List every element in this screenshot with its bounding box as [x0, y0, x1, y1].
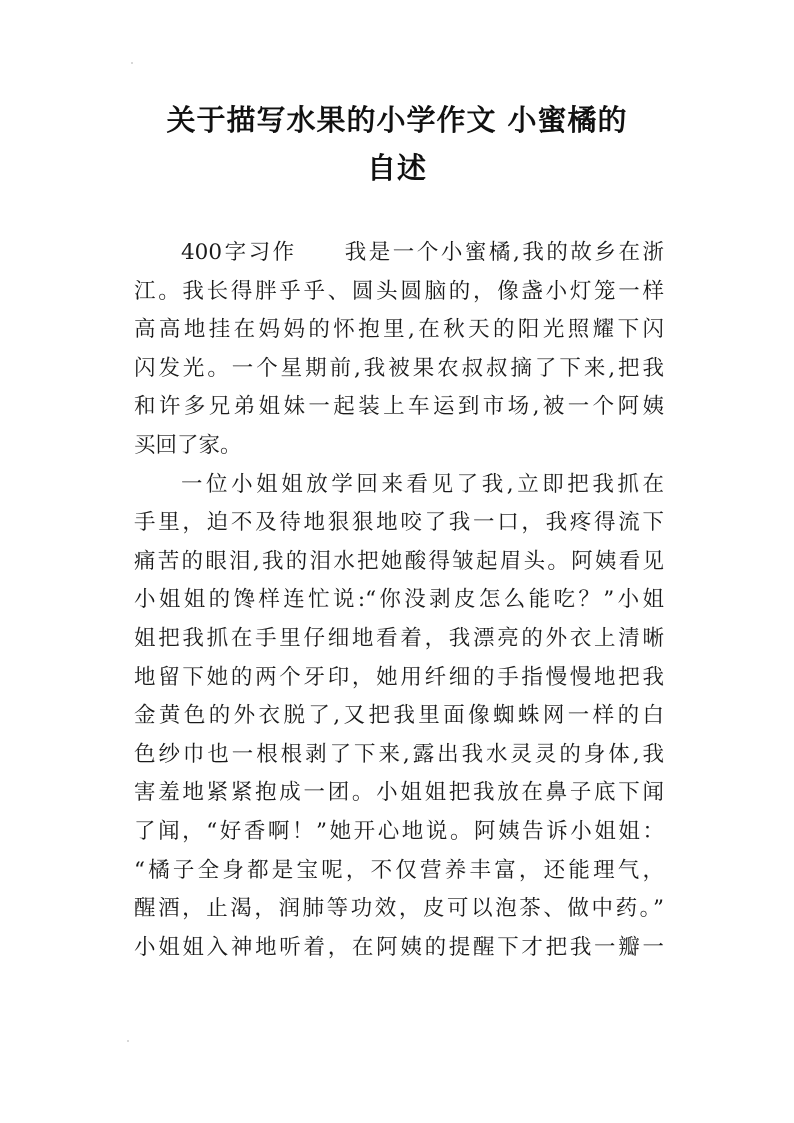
paragraph-line: 一位小姐姐放学回来看见了我,立即把我抓在 — [181, 471, 664, 497]
document-body — [134, 234, 664, 967]
paragraph-line: 痛苦的眼泪,我的泪水把她酸得皱起眉头。阿姨看见 — [134, 548, 664, 574]
paragraph-line: 和许多兄弟姐妹一起装上车运到市场,被一个阿姨 — [134, 394, 664, 420]
paragraph-line: 害羞地紧紧抱成一团。小姐姐把我放在鼻子底下闻 — [134, 780, 664, 806]
paragraph-line: 地留下她的两个牙印，她用纤细的手指慢慢地把我 — [134, 664, 664, 690]
paragraph-line: “橘子全身都是宝呢，不仅营养丰富，还能理气， — [134, 857, 664, 883]
document-title — [120, 96, 674, 192]
paragraph-line: 小姐姐入神地听着，在阿姨的提醒下才把我一瓣一 — [134, 934, 664, 960]
paragraph-line: 姐把我抓在手里仔细地看着，我漂亮的外衣上清晰 — [134, 625, 664, 651]
paragraph-line: 小姐姐的馋样连忙说:“你没剥皮怎么能吃？”小姐 — [134, 587, 664, 613]
title-line-1: 关于描写水果的小学作文 小蜜橘的 — [166, 103, 628, 137]
paragraph-line: 高高地挂在妈妈的怀抱里,在秋天的阳光照耀下闪 — [134, 317, 664, 343]
paragraph-line: 金黄色的外衣脱了,又把我里面像蜘蛛网一样的白 — [134, 703, 664, 729]
paragraph-1 — [134, 234, 664, 466]
paragraph-line: 了闻，“好香啊！”她开心地说。阿姨告诉小姐姐： — [134, 818, 664, 844]
scan-speck — [131, 62, 133, 64]
paragraph-line: 手里，迫不及待地狠狠地咬了我一口，我疼得流下 — [134, 510, 664, 536]
title-line-2: 自述 — [366, 151, 427, 185]
paragraph-line: 400字习作 我是一个小蜜橘,我的故乡在浙 — [181, 240, 664, 265]
scan-speck — [127, 1040, 129, 1042]
paragraph-line: 醒酒，止渴，润肺等功效，皮可以泡茶、做中药。” — [134, 896, 664, 922]
paragraph-line: 闪发光。一个星期前,我被果农叔叔摘了下来,把我 — [134, 355, 664, 381]
paragraph-line: 买回了家。 — [134, 432, 242, 458]
paragraph-line: 江。我长得胖乎乎、圆头圆脑的，像盏小灯笼一样 — [134, 278, 664, 304]
paragraph-2 — [134, 466, 664, 968]
paragraph-line: 色纱巾也一根根剥了下来,露出我水灵灵的身体,我 — [134, 741, 664, 767]
